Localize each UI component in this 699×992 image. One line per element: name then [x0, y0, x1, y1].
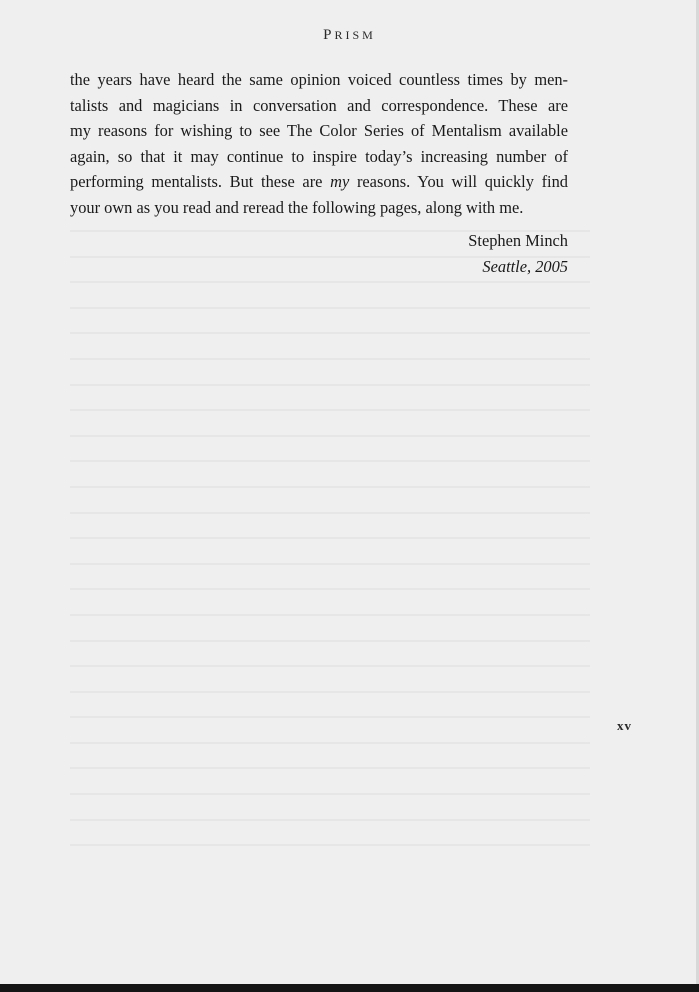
paragraph-line-6: your own as you read and reread the following pages, along with me. — [70, 197, 524, 217]
paragraph-line-4: again, so that it may continue to inspire today’s increasing number of — [70, 146, 568, 166]
body-paragraph — [70, 67, 568, 221]
scan-bottom-edge — [0, 984, 699, 992]
signature-block — [468, 228, 568, 279]
place-date: Seattle, 2005 — [482, 256, 568, 276]
running-head — [0, 27, 699, 44]
running-head-initial: P — [323, 27, 335, 43]
paragraph-line-5-end: reasons. You will quickly find — [349, 172, 568, 192]
page-number: xv — [617, 718, 632, 733]
bleed-through-texture — [70, 230, 590, 870]
paragraph-line-1: the years have heard the same opinion voiced countless times by men- — [70, 70, 568, 89]
paragraph-line-5-start: performing mentalists. But these are — [70, 172, 331, 192]
emphasis-my: my — [330, 172, 350, 192]
paragraph-line-5 — [70, 169, 568, 195]
paragraph-line-2: talists and magicians in conversation and correspondence. These are — [70, 95, 568, 115]
author-name: Stephen Minch — [468, 231, 568, 250]
running-head-rest: RISM — [334, 28, 376, 42]
paragraph-line-3: my reasons for wishing to see The Color Series of Mentalism available — [70, 121, 568, 141]
